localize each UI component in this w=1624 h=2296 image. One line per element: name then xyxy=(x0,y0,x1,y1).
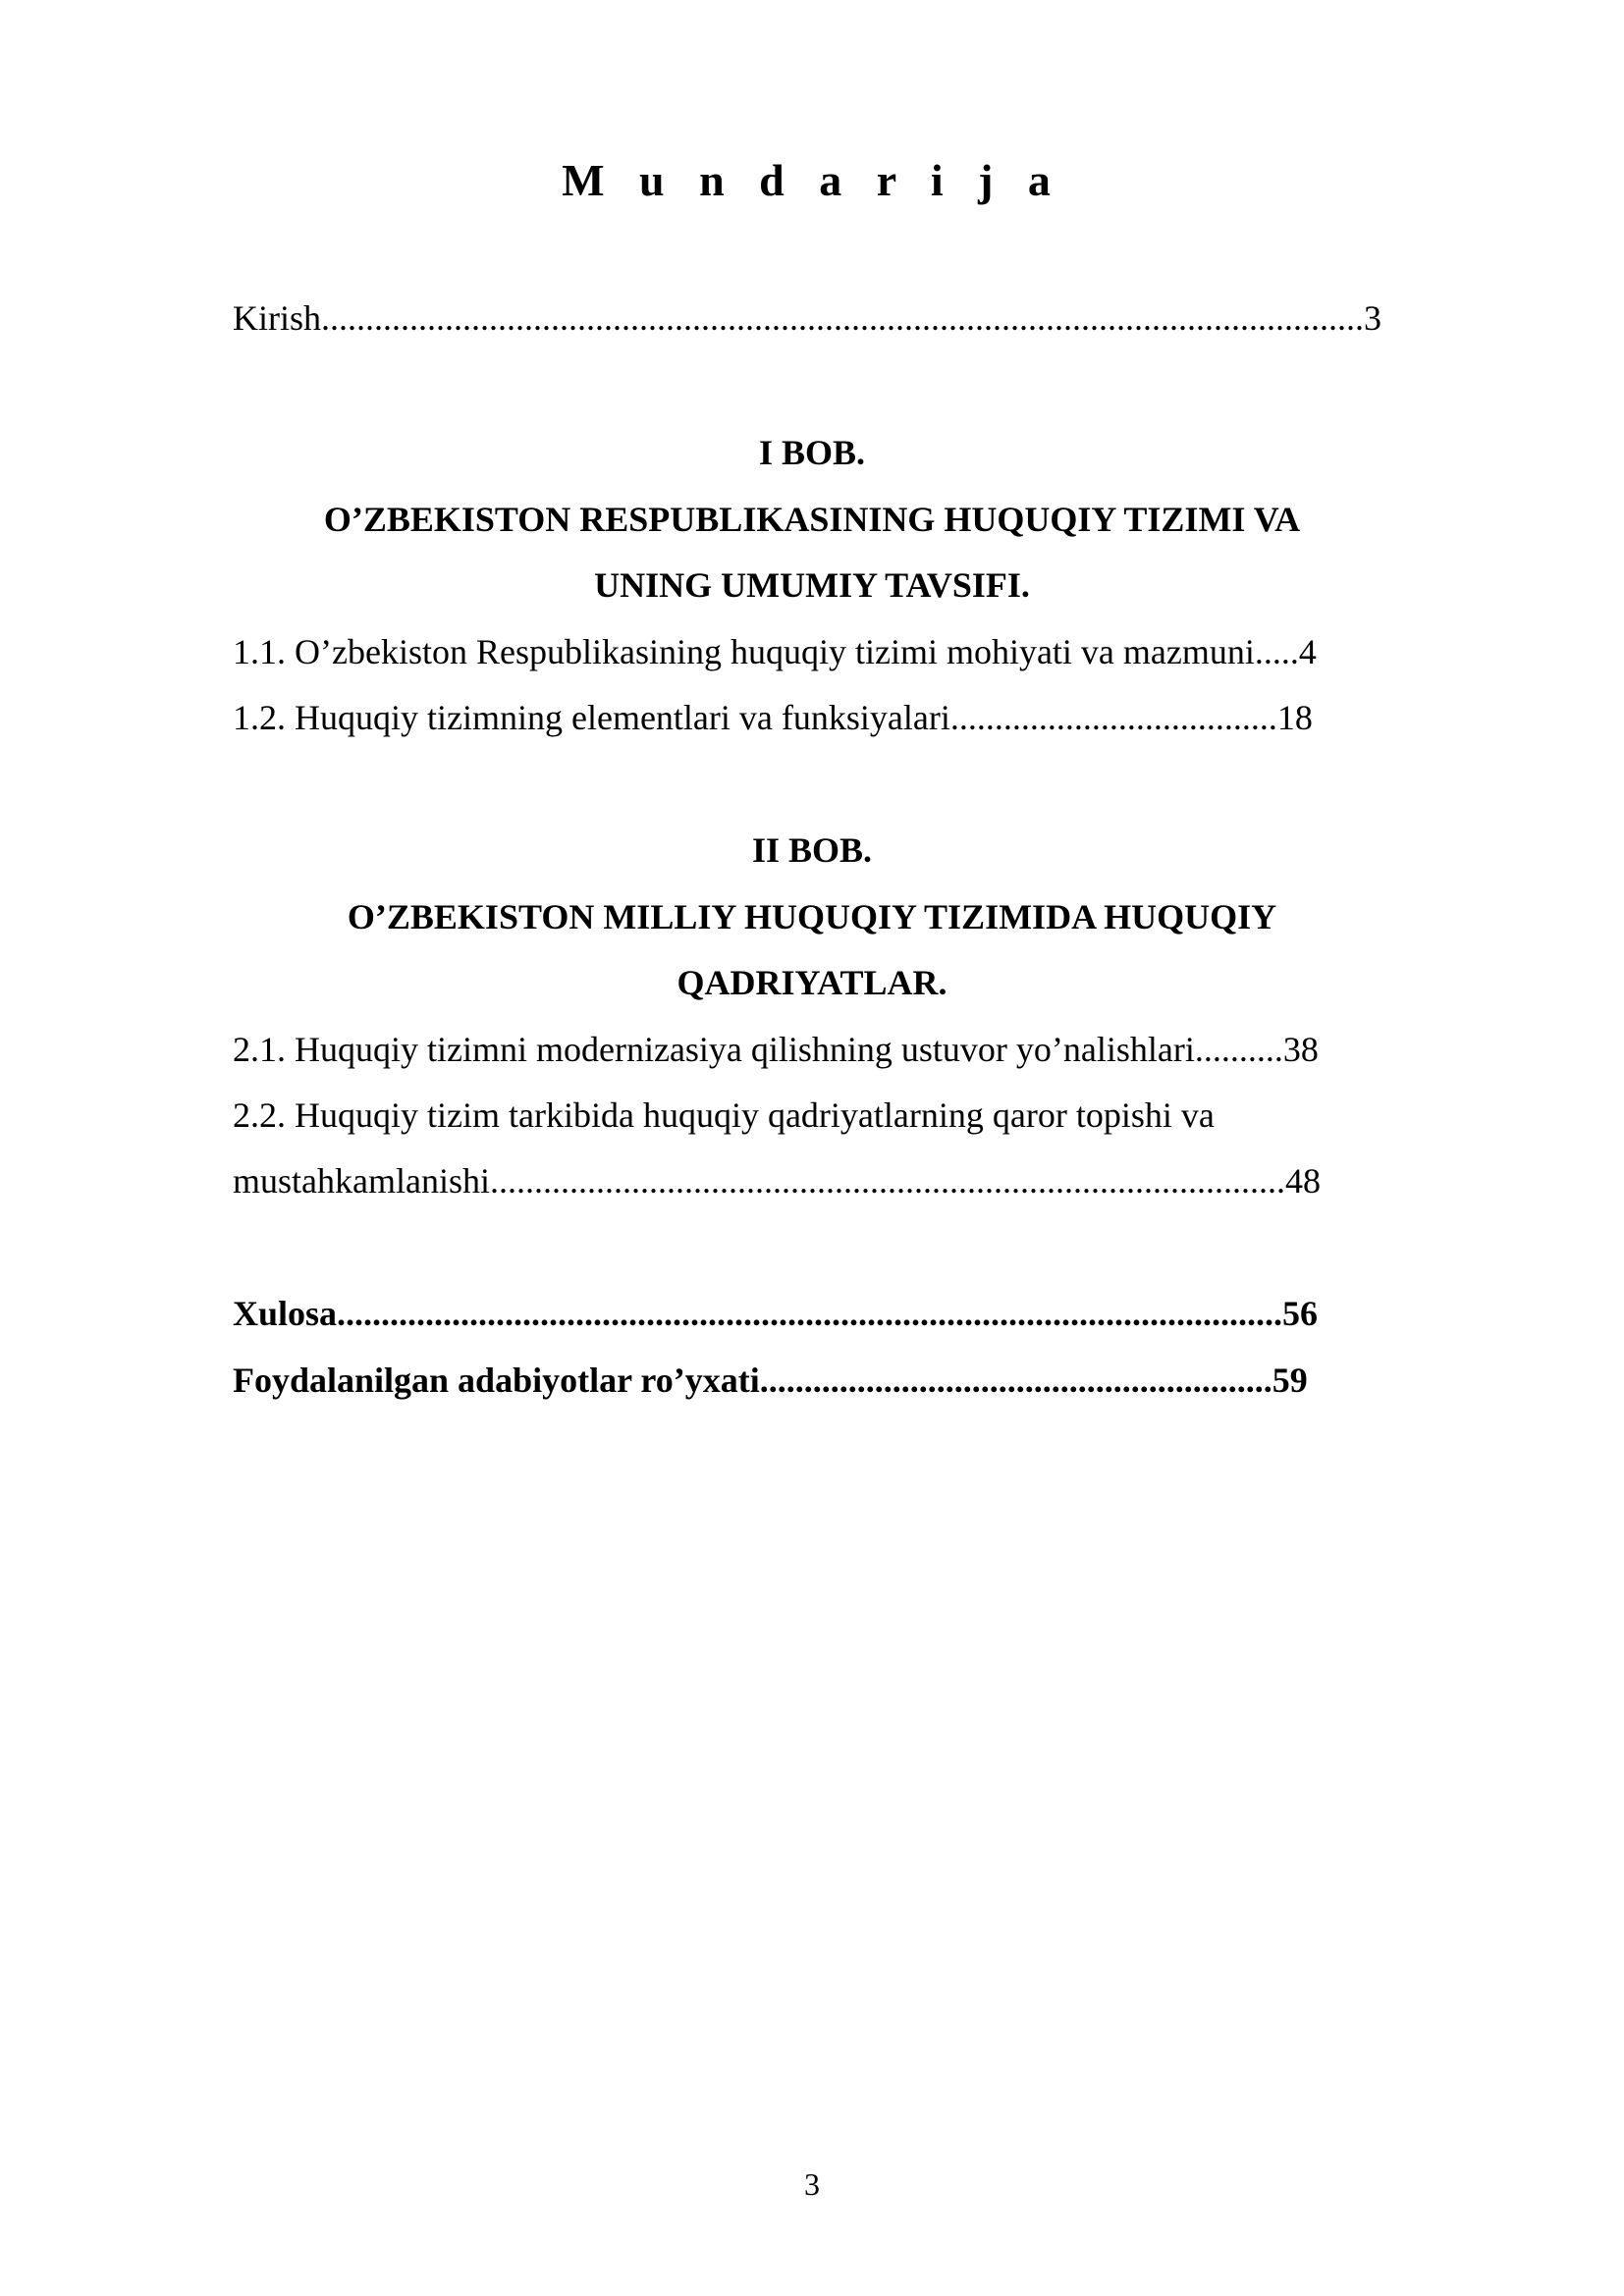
chapter-2-label: II BOB. xyxy=(751,830,873,870)
toc-entry-introduction: Kirish......................................................................................................................3 xyxy=(233,298,1381,338)
toc-entry-1-1: 1.1. O’zbekiston Respublikasining huquqiy tizimi mohiyati va mazmuni.....4 xyxy=(233,632,1317,671)
page-number: 3 xyxy=(804,2166,820,2202)
toc-entry-1-2: 1.2. Huquqiy tizimning elementlari va funksiyalari.....................................18 xyxy=(233,698,1313,737)
toc-entry-2-2-line-2: mustahkamlanishi..........................................................................................48 xyxy=(233,1161,1321,1201)
toc-entry-2-1: 2.1. Huquqiy tizimni modernizasiya qilishning ustuvor yo’nalishlari..........38 xyxy=(233,1030,1319,1069)
toc-entry-bibliography: Foydalanilgan adabiyotlar ro’yxati..........................................................59 xyxy=(233,1361,1308,1400)
chapter-1-label: I BOB. xyxy=(758,433,866,472)
chapter-1-heading-line-2: UNING UMUMIY TAVSIFI. xyxy=(594,565,1030,605)
toc-entry-conclusion: Xulosa...........................................................................................................56 xyxy=(233,1294,1319,1333)
chapter-2-heading-line-2: QADRIYATLAR. xyxy=(677,963,947,1002)
toc-entry-2-2-line-1: 2.2. Huquqiy tizim tarkibida huquqiy qadriyatlarning qaror topishi va xyxy=(233,1095,1215,1135)
chapter-1-heading-line-1: O’ZBEKISTON RESPUBLIKASINING HUQUQIY TIZIMI VA xyxy=(323,500,1301,539)
chapter-2-heading-line-1: O’ZBEKISTON MILLIY HUQUQIY TIZIMIDA HUQUQIY xyxy=(347,897,1277,936)
toc-title: M u n d a r i j a xyxy=(562,155,1062,205)
